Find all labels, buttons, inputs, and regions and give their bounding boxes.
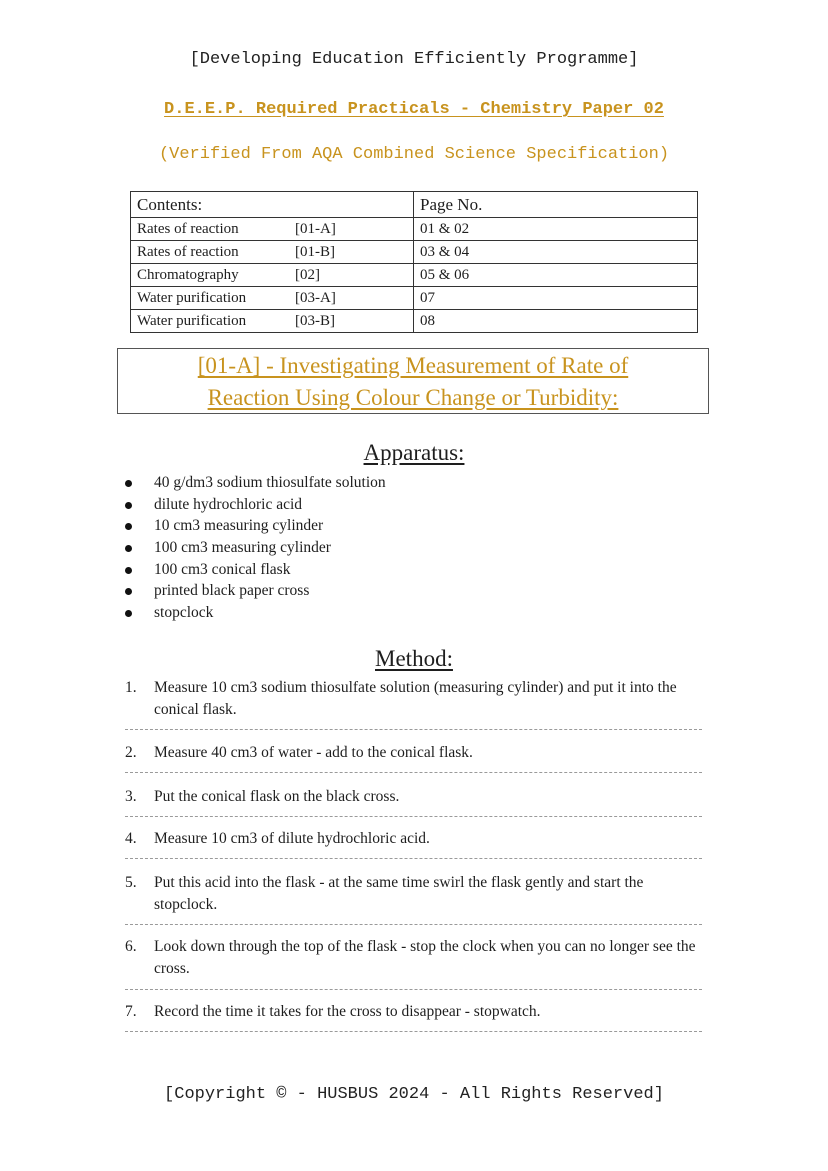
bullet-icon — [125, 545, 132, 552]
step-divider — [125, 924, 702, 925]
table-row — [131, 241, 698, 264]
topic-code: [03-A] — [295, 289, 336, 306]
list-item — [125, 602, 386, 624]
bullet-icon — [125, 610, 132, 617]
step-text: Put this acid into the flask - at the same time swirl the flask gently and start the stopclock. — [154, 874, 644, 913]
table-row — [131, 287, 698, 310]
apparatus-heading-text: Apparatus: — [363, 440, 465, 465]
apparatus-item-text: dilute hydrochloric acid — [154, 495, 303, 513]
table-row — [131, 310, 698, 333]
topic-code: [01-B] — [295, 243, 335, 260]
list-item — [125, 472, 386, 494]
step-divider — [125, 858, 702, 859]
page-number-cell: 01 & 02 — [414, 218, 698, 241]
bullet-icon — [125, 567, 132, 574]
apparatus-item-text: 100 cm3 measuring cylinder — [154, 539, 331, 557]
step-text: Measure 40 cm3 of water - add to the conical flask. — [154, 744, 473, 761]
step-divider — [125, 989, 702, 990]
page-column-header: Page No. — [414, 192, 698, 218]
page-title — [0, 100, 828, 119]
section-title-line1: [01-A] - Investigating Measurement of Rate of — [197, 353, 629, 378]
verified-subtitle: (Verified From AQA Combined Science Specification) — [158, 145, 670, 164]
step-number: 6. — [125, 938, 137, 955]
page-number-cell: 07 — [414, 287, 698, 310]
page-title-text: D.E.E.P. Required Practicals - Chemistry Paper 02 — [164, 100, 664, 119]
apparatus-item-text: 100 cm3 conical flask — [154, 560, 291, 578]
contents-topic-cell — [131, 310, 414, 333]
contents-topic-cell — [131, 287, 414, 310]
contents-topic-cell — [131, 241, 414, 264]
topic-name: Chromatography — [137, 266, 239, 283]
step-number: 5. — [125, 874, 137, 891]
list-item — [125, 559, 386, 581]
topic-name: Rates of reaction — [137, 243, 239, 260]
topic-name: Rates of reaction — [137, 220, 239, 237]
list-item — [125, 580, 386, 602]
step-text: Record the time it takes for the cross to disappear - stopwatch. — [154, 1003, 541, 1020]
topic-name: Water purification — [137, 312, 247, 329]
apparatus-item-text: stopclock — [154, 604, 214, 622]
bullet-icon — [125, 588, 132, 595]
apparatus-item-text: printed black paper cross — [154, 582, 310, 600]
apparatus-list — [125, 472, 386, 624]
step-divider — [125, 816, 702, 817]
method-heading — [0, 646, 828, 672]
step-number: 1. — [125, 679, 137, 696]
section-title-line2: Reaction Using Colour Change or Turbidity: — [207, 385, 619, 410]
bullet-icon — [125, 523, 132, 530]
table-row — [131, 218, 698, 241]
page-number-cell: 08 — [414, 310, 698, 333]
step-number: 3. — [125, 788, 137, 805]
bullet-icon — [125, 502, 132, 509]
contents-header-row — [131, 192, 698, 218]
copyright-footer: [Copyright © - HUSBUS 2024 - All Rights Reserved] — [164, 1085, 664, 1104]
contents-topic-cell — [131, 218, 414, 241]
step-divider — [125, 1031, 702, 1032]
bullet-icon — [125, 480, 132, 487]
contents-topic-cell — [131, 264, 414, 287]
apparatus-item-text: 40 g/dm3 sodium thiosulfate solution — [154, 474, 386, 491]
topic-name: Water purification — [137, 289, 247, 306]
page-number-cell: 03 & 04 — [414, 241, 698, 264]
programme-header: [Developing Education Efficiently Programme] — [189, 50, 639, 69]
table-row — [131, 264, 698, 287]
list-item — [125, 515, 386, 537]
contents-column-header: Contents: — [131, 192, 414, 218]
topic-code: [01-A] — [295, 220, 336, 237]
list-item — [125, 537, 386, 559]
apparatus-item-text: 10 cm3 measuring cylinder — [154, 517, 324, 535]
apparatus-heading — [0, 440, 828, 466]
step-number: 4. — [125, 830, 137, 847]
contents-table — [130, 191, 698, 333]
section-title-box — [117, 348, 709, 414]
step-text: Measure 10 cm3 of dilute hydrochloric acid. — [154, 830, 430, 847]
page-number-cell: 05 & 06 — [414, 264, 698, 287]
step-divider — [125, 772, 702, 773]
step-number: 2. — [125, 744, 137, 761]
topic-code: [02] — [295, 266, 320, 283]
step-number: 7. — [125, 1003, 137, 1020]
topic-code: [03-B] — [295, 312, 335, 329]
step-divider — [125, 729, 702, 730]
list-item — [125, 494, 386, 516]
step-text: Look down through the top of the flask - stop the clock when you can no longer see the cross. — [154, 938, 696, 977]
step-text: Put the conical flask on the black cross. — [154, 788, 400, 805]
step-text: Measure 10 cm3 sodium thiosulfate solution (measuring cylinder) and put it into the conical flask. — [154, 679, 677, 718]
method-heading-text: Method: — [375, 646, 453, 671]
